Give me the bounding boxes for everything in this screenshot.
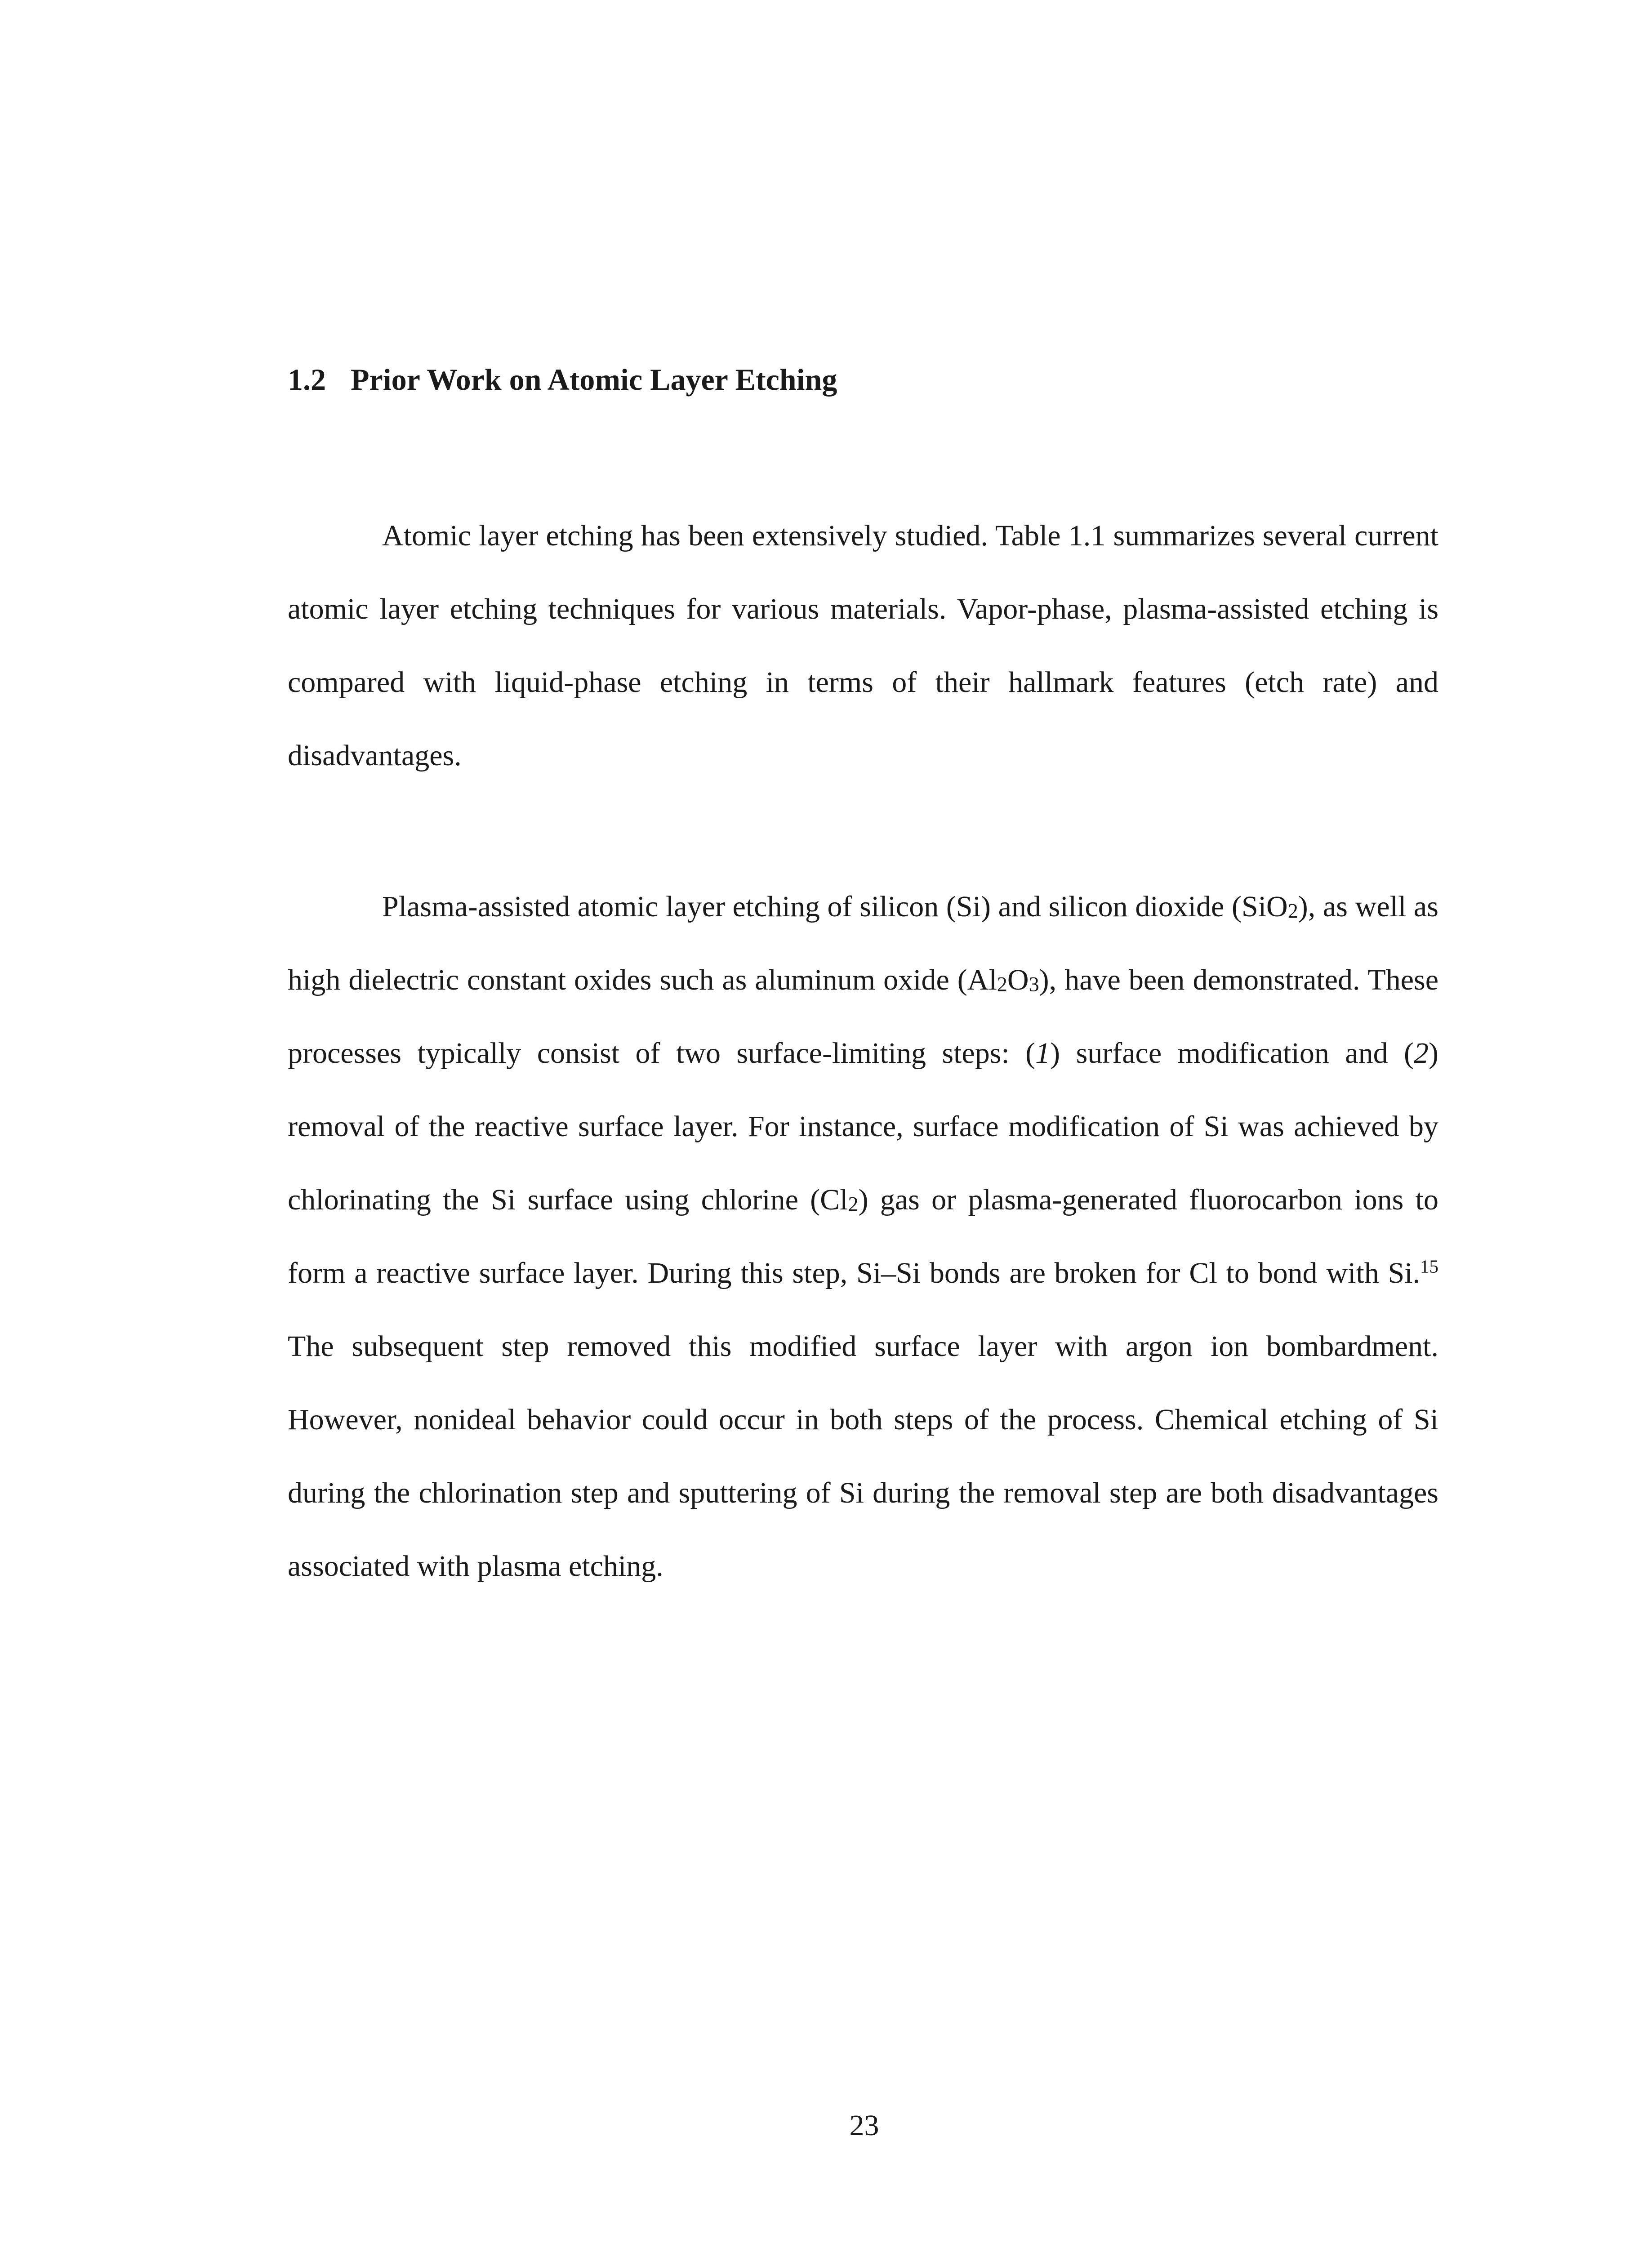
paragraph-2-text: Plasma-assisted atomic layer etching of silicon (Si) and silicon dioxide (SiO [382, 890, 1288, 923]
paragraph-2-text: ) gas or plasma-generated fluorocarbon ions to form a reactive surface layer. During this step, Si–Si bonds are broken for Cl to bond with Si. [288, 1183, 1438, 1289]
page-number: 23 [849, 2109, 879, 2142]
paragraph-1: Atomic layer etching has been extensively studied. Table 1.1 summarizes several current atomic layer etching techniques for various materials. Vapor-phase, plasma-assisted etching is compared with liquid-phase etching in terms of their hallmark features (etch rate) and disadvantages. [288, 519, 1438, 772]
subscript: 2 [1287, 899, 1298, 923]
section-heading [288, 362, 837, 397]
reference-superscript: 15 [1420, 1256, 1438, 1277]
section-title: Prior Work on Atomic Layer Etching [351, 362, 837, 397]
paragraph-2-text: ), have been demonstrated. These processes typically consist of two surface-limiting steps: ( [288, 963, 1439, 1070]
section-number: 1.2 [288, 362, 326, 397]
subscript: 2 [848, 1192, 859, 1216]
paragraph-2-text: The subsequent step removed this modified surface layer with argon ion bombardment. However, nonideal behavior could occur in both steps of the process. Chemical etching of Si during the chlorination step and sputtering of Si during the removal step are both disadvantages associated with plasma etching. [288, 1330, 1438, 1583]
subscript: 2 [997, 972, 1007, 996]
paragraph-2 [288, 870, 1438, 1603]
step-marker: 1 [1035, 1037, 1051, 1070]
paragraph-2-text: ) removal of the reactive surface layer. For instance, surface modification of Si was achieved by chlorinating the Si surface using chlorine (Cl [288, 1037, 1438, 1216]
paragraph-2-text: ), as well as high dielectric constant oxides such as aluminum oxide (Al [288, 890, 1438, 996]
paragraph-2-text: O [1007, 963, 1029, 996]
subscript: 3 [1029, 972, 1039, 996]
step-marker: 2 [1414, 1037, 1429, 1070]
paragraph-2-text: ) surface modification and ( [1050, 1037, 1414, 1070]
